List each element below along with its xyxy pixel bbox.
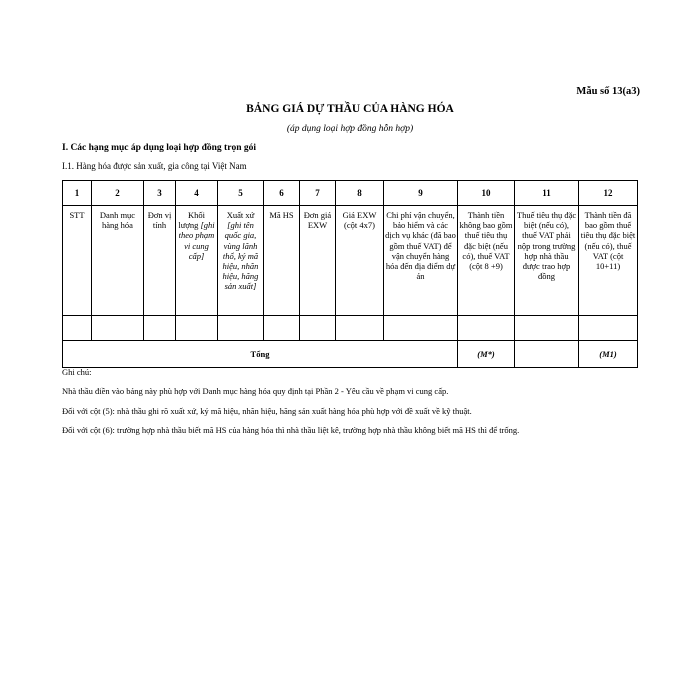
col-number: 6 <box>264 181 300 206</box>
notes-heading: Ghi chú: <box>62 367 92 377</box>
col-number: 4 <box>176 181 218 206</box>
header-item-list: Danh mục hàng hóa <box>92 206 144 316</box>
document-subtitle: (áp dụng loại hợp đồng hỗn hợp) <box>286 124 414 134</box>
total-m1: (M1) <box>579 341 638 368</box>
header-tax: Thuế tiêu thụ đặc biệt (nếu có), thuế VAT phải nộp trong trường hợp nhà thầu được trao hợp đồng <box>515 206 579 316</box>
col-number: 2 <box>92 181 144 206</box>
total-row <box>63 341 638 368</box>
header-exw-unit-price: Đơn giá EXW <box>300 206 336 316</box>
header-exw-price: Giá EXW (cột 4x7) <box>336 206 384 316</box>
note-item: Đối với cột (6): trường hợp nhà thầu biết mã HS của hàng hóa thì nhà thầu liệt kê, trường hợp nhà thầu không biết mã HS thì để trống. <box>62 424 520 435</box>
notes-block <box>62 368 642 445</box>
column-number-row <box>63 181 638 206</box>
col-number: 3 <box>144 181 176 206</box>
header-quantity <box>176 206 218 316</box>
form-number: Mẫu số 13(a3) <box>576 86 640 97</box>
header-amount-incl-tax: Thành tiền đã bao gồm thuế tiêu thụ đặc biệt (nếu có), thuế VAT (cột 10+11) <box>579 206 638 316</box>
header-transport-cost: Chi phí vận chuyển, bảo hiểm và các dịch vụ khác (đã bao gồm thuế VAT) để vận chuyển hàng hóa đến địa điểm dự án <box>384 206 458 316</box>
header-stt: STT <box>63 206 92 316</box>
col-number: 8 <box>336 181 384 206</box>
note-item: Nhà thầu điền vào bảng này phù hợp với Danh mục hàng hóa quy định tại Phần 2 - Yêu cầu về phạm vi cung cấp. <box>62 386 449 397</box>
header-hs-code: Mã HS <box>264 206 300 316</box>
table-row <box>63 316 638 341</box>
header-origin-label: Xuất xứ <box>226 210 255 220</box>
col-number: 9 <box>384 181 458 206</box>
header-amount-excl-tax: Thành tiền không bao gồm thuế tiêu thụ đặc biệt (nếu có), thuế VAT (cột 8 +9) <box>458 206 515 316</box>
total-label: Tổng <box>63 341 458 368</box>
col-number: 10 <box>458 181 515 206</box>
header-origin-note: [ghi tên quốc gia, vùng lãnh thổ, ký mã hiệu, nhãn hiệu, hãng sản xuất] <box>222 220 259 292</box>
col-number: 7 <box>300 181 336 206</box>
col-number: 5 <box>218 181 264 206</box>
header-quantity-note: [ghi theo phạm vi cung cấp] <box>178 220 215 261</box>
subsection-heading: I.1. Hàng hóa được sản xuất, gia công tại Việt Nam <box>62 161 247 171</box>
section-heading: I. Các hạng mục áp dụng loại hợp đồng trọn gói <box>62 143 256 153</box>
header-quantity-label: Khối lượng <box>178 210 205 231</box>
note-item: Đối với cột (5): nhà thầu ghi rõ xuất xứ, ký mã hiệu, nhãn hiệu, hãng sản xuất hàng hóa phù hợp với đề xuất về kỹ thuật. <box>62 405 472 416</box>
header-unit: Đơn vị tính <box>144 206 176 316</box>
bid-price-table <box>62 180 638 368</box>
header-origin <box>218 206 264 316</box>
col-number: 11 <box>515 181 579 206</box>
col-number: 1 <box>63 181 92 206</box>
document-title: BẢNG GIÁ DỰ THẦU CỦA HÀNG HÓA <box>246 103 454 115</box>
col-number: 12 <box>579 181 638 206</box>
total-m-star: (M*) <box>458 341 515 368</box>
column-header-row <box>63 206 638 316</box>
